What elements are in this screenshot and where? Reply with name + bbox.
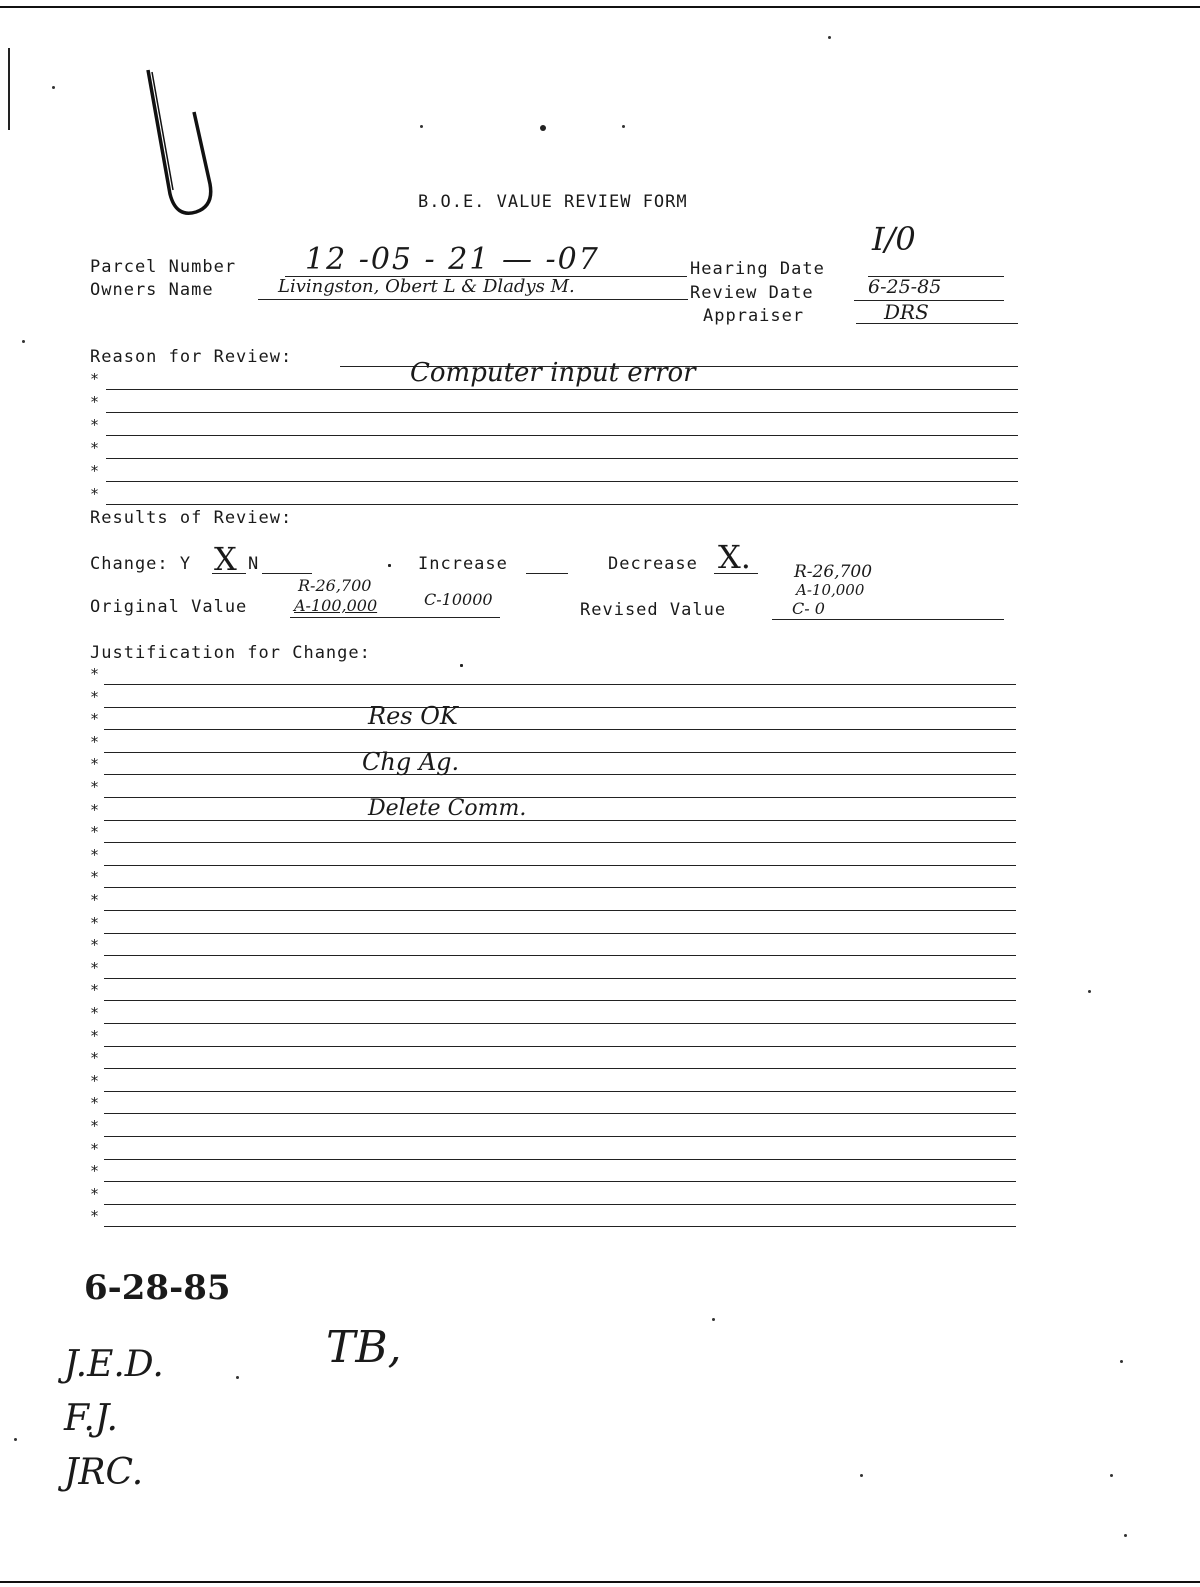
justification-line [104,955,1016,956]
justification-line [104,910,1016,911]
justification-line [104,729,1016,730]
change-n-line [262,573,312,574]
justification-line [104,1159,1016,1160]
scan-speck [1124,1534,1127,1537]
increase-label: Increase [418,554,508,574]
justification-bullet: * [90,891,100,909]
reason-bullet: * [90,462,100,480]
owners-name-value: Livingston, Obert L & Dladys M. [278,276,575,297]
original-value-c: C-10000 [424,590,493,609]
reason-bullet: * [90,370,100,388]
form-title: B.O.E. VALUE REVIEW FORM [418,192,688,212]
change-label: Change: Y [90,554,192,574]
decrease-label: Decrease [608,554,698,574]
justification-line [104,774,1016,775]
review-date-line [854,300,1004,301]
scan-speck [1120,1360,1123,1363]
justification-line [104,978,1016,979]
change-n-label: N [248,554,260,574]
justification-label: Justification for Change: [90,643,371,663]
reason-value: Computer input error [410,358,696,388]
justification-bullet: * [90,778,100,796]
justification-bullet: * [90,823,100,841]
owners-name-label: Owners Name [90,280,214,300]
page-left-edge [8,48,10,130]
justification-line [104,1113,1016,1114]
justification-line [104,1091,1016,1092]
revised-value-label: Revised Value [580,600,727,620]
justification-line [104,933,1016,934]
reason-line [106,389,1018,390]
justification-bullet: * [90,936,100,954]
justification-line [104,707,1016,708]
scan-speck [460,664,463,667]
reason-bullet: * [90,439,100,457]
justification-bullet: * [90,801,100,819]
appraiser-label: Appraiser [703,306,805,326]
justification-line [104,1000,1016,1001]
scan-speck [22,340,25,343]
scan-speck [712,1318,715,1321]
justification-bullet: * [90,959,100,977]
annotation-date: 6-28-85 [84,1268,231,1308]
justification-line [104,1023,1016,1024]
justification-line [104,797,1016,798]
appraiser-line [856,323,1018,324]
paper-clip-icon [140,66,220,226]
justification-bullet: * [90,1094,100,1112]
scan-speck [420,125,423,128]
review-date-value: 6-25-85 [868,276,942,298]
justification-line-2: Chg Ag. [362,748,460,776]
revised-value-line [772,619,1004,620]
justification-line [104,752,1016,753]
scan-speck [540,125,546,131]
justification-bullet: * [90,868,100,886]
hearing-date-mark: I/0 [872,220,916,258]
reason-bullet: * [90,393,100,411]
scan-speck [860,1474,863,1477]
review-date-label: Review Date [690,283,814,303]
justification-bullet: * [90,1072,100,1090]
original-value-r: R-26,700 [298,576,372,595]
justification-line [104,820,1016,821]
justification-bullet: * [90,733,100,751]
page-top-edge [0,6,1200,8]
revised-value-a: A-10,000 [796,581,865,599]
annotation-initials-3: JRC. [64,1452,144,1493]
justification-bullet: * [90,1185,100,1203]
reason-for-review-label: Reason for Review: [90,347,293,367]
justification-bullet: * [90,846,100,864]
justification-bullet: * [90,665,100,683]
justification-line [104,865,1016,866]
justification-line [104,1204,1016,1205]
scan-speck [828,36,831,39]
justification-bullet: * [90,914,100,932]
justification-line [104,842,1016,843]
reason-line [106,458,1018,459]
scan-speck [622,125,625,128]
justification-line-1: Res OK [368,702,458,730]
reason-bullet: * [90,485,100,503]
justification-bullet: * [90,1049,100,1067]
hearing-date-label: Hearing Date [690,259,825,279]
reason-line [106,504,1018,505]
justification-line [104,1046,1016,1047]
justification-bullet: * [90,1117,100,1135]
original-value-label: Original Value [90,597,248,617]
justification-line [104,1136,1016,1137]
justification-bullet: * [90,1004,100,1022]
justification-bullet: * [90,755,100,773]
page-bottom-edge [0,1581,1200,1583]
annotation-initials-1: J.E.D. [64,1344,164,1385]
scan-speck [388,564,391,567]
decrease-mark: X. [718,538,751,576]
justification-bullet: * [90,710,100,728]
reason-line [106,481,1018,482]
scan-speck [1088,990,1091,993]
annotation-initials-4: TB, [326,1322,402,1373]
justification-line-3: Delete Comm. [368,796,527,821]
scan-speck [236,1376,239,1379]
justification-bullet: * [90,1027,100,1045]
original-value-line [290,617,500,618]
justification-bullet: * [90,688,100,706]
parcel-number-value: 12 -05 - 21 — -07 [305,242,600,277]
reason-bullet: * [90,416,100,434]
justification-line [104,684,1016,685]
annotation-initials-2: F.J. [64,1398,118,1439]
justification-bullet: * [90,1162,100,1180]
increase-line [526,573,568,574]
justification-line [104,1181,1016,1182]
justification-bullet: * [90,1207,100,1225]
reason-line [106,435,1018,436]
justification-line [104,1226,1016,1227]
appraiser-value: DRS [884,300,929,324]
justification-bullet: * [90,1140,100,1158]
justification-bullet: * [90,981,100,999]
reason-line [106,412,1018,413]
change-mark: X [214,540,237,578]
results-of-review-label: Results of Review: [90,508,293,528]
original-value-a: A-100,000 [294,596,378,615]
parcel-number-label: Parcel Number [90,257,237,277]
revised-value-c: C- 0 [792,599,825,618]
owners-name-line [258,299,688,300]
scan-speck [14,1438,17,1441]
revised-value-r: R-26,700 [794,562,873,582]
justification-line [104,887,1016,888]
scan-speck [1110,1474,1113,1477]
justification-line [104,1068,1016,1069]
scan-speck [52,86,55,89]
